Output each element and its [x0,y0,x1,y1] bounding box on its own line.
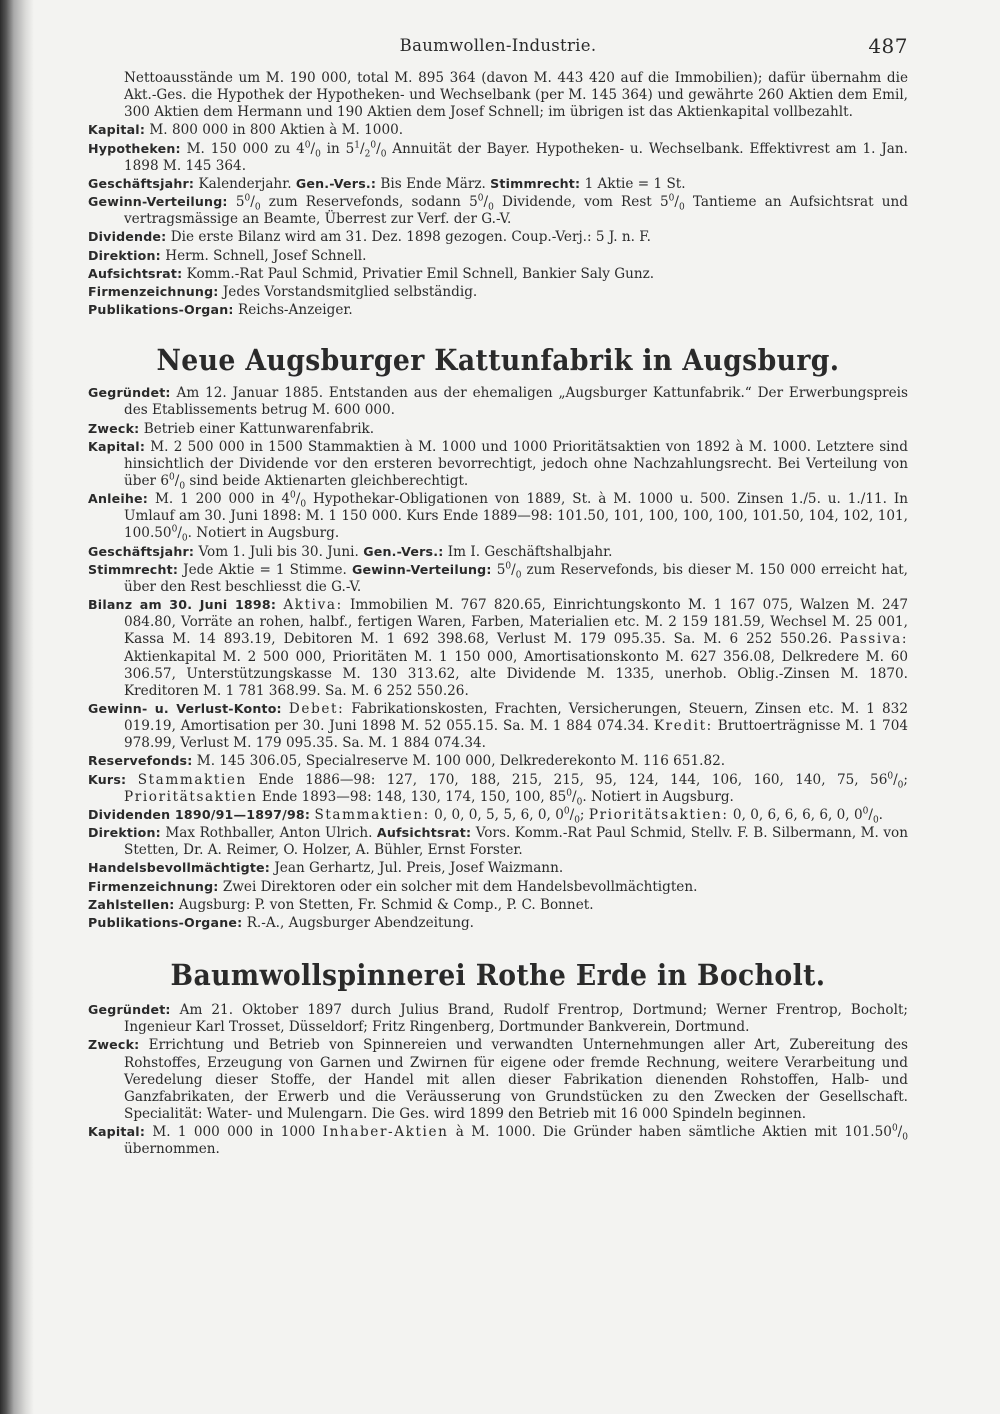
section-neue-augsburger-kattunfabrik [88,384,908,932]
percent-sub: 0 [315,149,321,160]
entry-gewinn-verteilung [88,193,908,228]
entry-label: Geschäftsjahr: [88,543,195,559]
entry-text: M. 1 000 000 in 1000 [145,1124,323,1141]
percent-slash: / [897,1124,903,1141]
entry-text: 5 [491,561,506,578]
period: . [878,806,883,823]
entry-publikations-organe [88,914,908,932]
entry-label: Kurs: [88,771,127,787]
entry-zweck [88,1036,908,1123]
entry-text: 1 Aktie = 1 St. [580,175,686,192]
percent-slash: / [893,771,898,788]
entry-text: Jede Aktie = 1 Stimme. [178,561,347,578]
entry-gewinn-verlust-konto [88,700,908,752]
entry-dividenden [88,806,908,824]
entry-zahlstellen [88,896,908,914]
entry-label: Gewinn-Verteilung: [351,561,492,577]
entry-text: Reichs-Anzeiger. [233,302,353,319]
entry-text: Vors. Komm.-Rat Paul Schmid, Stellv. F. B. Silbermann, M. von Stetten, Dr. A. Reimer, O. Holzer, A. Bühler, Ernst Forster. [124,825,908,859]
entry-text: zum Reservefonds, sodann 5 [260,194,478,211]
entry-zweck [88,420,908,438]
entry-label: Kapital: [88,122,146,138]
entry-label: Aufsichtsrat: [376,825,472,841]
entry-text: Jean Gerhartz, Jul. Preis, Josef Waizmann. [270,860,564,877]
entry-text: Tantieme an Aufsichtsrat und vertragsmässige an Beamte, Überrest zur Verf. der G.-V. [124,194,908,228]
entry-text: Fabrikationskosten, Frachten, Versicherungen, Steuern, Zinsen etc. M. 1 832 019.19, Amortisation per 30. Juni 1898 M. 52 055.15. Sa. M. 1 884 074.34. [124,701,908,735]
running-title: Baumwollen-Industrie. [399,36,597,55]
percent-sup: 0 [304,140,311,151]
entry-label: Publikations-Organe: [88,914,243,930]
aktiva-word: Aktiva: [283,597,343,614]
company-heading: Neue Augsburger Kattunfabrik in Augsburg. [156,343,840,378]
entry-aufsichtsrat [88,265,908,283]
entry-text: Aktienkapital M. 2 500 000, Prioritäten M. 1 150 000, Amortisationskonto M. 627 356.08, Delkredere M. 60 306.57, Unterstützungskasse M. 130 313.62, alte Dividende M. 1335, unerhob. Oblig.-Zinsen M. 1870. Kreditoren M. 1 781 368.99. Sa. M. 6 252 550.26. [124,648,908,699]
section-previous-company [88,70,908,319]
percent-sup: 0 [477,193,484,204]
entry-label: Kapital: [88,438,146,454]
kredit-word: Kredit: [653,718,713,735]
entry-direktion [88,247,908,265]
percent-sub: 0 [574,815,580,826]
percent-sup: 0 [862,806,869,817]
prioritaetsaktien-word: Prioritätsaktien: [588,806,729,823]
entry-hypotheken [88,140,908,175]
entry-direktion [88,824,908,859]
percent-sup: 0 [168,472,175,483]
percent-sup: 0 [290,490,296,501]
entry-reservefonds [88,752,908,770]
entry-text: Herm. Schnell, Josef Schnell. [160,247,367,264]
entry-label: Geschäftsjahr: [88,175,195,191]
entry-label: Direktion: [88,247,161,263]
fraction-num: 1 [354,140,361,151]
entry-text: . Notiert in Augsburg. [582,788,734,805]
entry-text: Max Rothballer, Anton Ulrich. [160,825,373,842]
entry-text: M. 2 500 000 in 1500 Stammaktien à M. 1000 und 1000 Prioritätsaktien von 1892 à M. 1000. Letztere sind hinsichtlich der Dividende vor den ersteren bevorrechtigt, jedoch ohne Nachzahlungsrecht. Bei Verteilung von über 6 [124,438,908,489]
entry-label: Stimmrecht: [88,561,179,577]
entry-text: Dividende, vom Rest 5 [493,194,669,211]
percent-sub: 0 [872,815,879,826]
entry-label: Firmenzeichnung: [88,878,219,894]
percent-sup: 0 [505,561,512,572]
entry-label: Handelsbevollmächtigte: [88,860,271,876]
percent-slash: / [295,491,301,508]
entry-text: M. 800 000 in 800 Aktien à M. 1000. [145,122,404,139]
entry-kapital [88,438,908,490]
fraction-slash: / [360,140,365,157]
entry-label: Gewinn-Verteilung: [88,194,228,210]
entry-publikations-organ [88,301,908,319]
passiva-word: Passiva: [839,631,908,648]
prioritaetsaktien-word: Prioritätsaktien [124,788,258,805]
percent-slash: / [674,194,679,211]
percent-sup: 0 [171,524,178,535]
entry-label: Gen.-Vers.: [295,175,377,191]
stammaktien-word: Stammaktien [137,771,247,788]
percent-sub: 0 [254,202,261,213]
entry-label: Aufsichtsrat: [88,265,183,281]
percent-sub: 0 [300,499,307,510]
book-binding-shadow [0,0,34,1414]
entry-label: Kapital: [88,1124,146,1140]
entry-label: Zweck: [88,1037,140,1053]
entry-text: in 5 [320,140,355,157]
entry-text: R.-A., Augsburger Abendzeitung. [242,914,474,931]
entry-firmenzeichnung [88,283,908,301]
percent-sub: 0 [380,149,387,160]
entry-label: Reservefonds: [88,753,193,769]
percent-sub: 0 [181,534,188,545]
entry-text: 0, 0, 6, 6, 6, 6, 0, 0 [728,806,863,823]
entry-text: Ende 1893—98: 148, 130, 174, 150, 100, 85 [257,788,567,805]
percent-sup: 0 [566,788,573,799]
entry-text: Nettoausstände um M. 190 000, total M. 895 364 (davon M. 443 420 auf die Immobilien); dafür übernahm die Akt.-Ges. die Hypothek der Hypotheken- und Wechselbank (per M. 145 364) und gewährte 260 Aktien dem Emil, 300 Aktien dem Hermann und 190 Aktien dem Josef Schnell; im übrigen ist das Aktienkapital vollbezahlt. [124,70,908,121]
entry-text: Komm.-Rat Paul Schmid, Privatier Emil Schnell, Bankier Saly Gunz. [182,265,655,282]
entry-kapital [88,1123,908,1158]
entry-geschaeftsjahr [88,543,908,561]
percent-slash: / [376,140,381,157]
entry-text: übernommen. [124,1141,220,1158]
entry-gegruendet [88,1001,908,1036]
running-head [88,36,908,70]
percent-sup: 0 [887,771,894,782]
entry-text: Bis Ende März. [376,175,486,192]
entry-text: ; [903,771,908,788]
percent-sub: 0 [179,481,186,492]
percent-sub: 0 [515,570,522,581]
entry-text: Im I. Geschäftshalbjahr. [443,543,613,560]
entry-text: Ende 1886—98: 127, 170, 188, 215, 215, 95, 124, 144, 106, 160, 140, 75, 56 [246,771,888,788]
entry-text: Betrieb einer Kattunwarenfabrik. [139,420,375,437]
entry-stimmrecht [88,561,908,596]
entry-text: Am 12. Januar 1885. Entstanden aus der ehemaligen „Augsburger Kattunfabrik.“ Der Erwerbungspreis des Etablissements betrug M. 600 000. [124,385,908,419]
section-baumwollspinnerei-rothe-erde [88,1001,908,1158]
percent-sup: 0 [668,193,675,204]
entry-text: Am 21. Oktober 1897 durch Julius Brand, Rudolf Frentrop, Dortmund; Werner Frentrop, Bocholt; Ingenieur Karl Trosset, Düsseldorf; Fritz Ringenberg, Dortmunder Bankverein, Dortmund. [124,1002,908,1036]
stammaktien-word: Stammaktien: [314,806,430,823]
percent-sub: 0 [897,780,904,791]
entry-firmenzeichnung [88,878,908,896]
entry-label: Anleihe: [88,491,149,507]
entry-label: Dividenden 1890/91—1897/98: [88,806,311,822]
entry-label: Hypotheken: [88,140,181,156]
entry-label: Stimmrecht: [490,175,581,191]
percent-slash: / [572,788,577,805]
entry-text: Errichtung und Betrieb von Spinnereien und verwandten Unternehmungen aller Art, Zubereitung des Rohstoffes, Erzeugung von Garnen und Zwirnen für eigene oder fremde Rechnung, weitere Verarbeitung und Veredelung dieser Stoffe, der Handel mit allen dieser Fabrikation dienenden Rohstoffen, Halb- und Ganzfabrikaten, der Erwerb und die Veräusserung von Grundstücken zu den Zwecken der Gesellschaft. Specialität: Water- und Mulengarn. Die Ges. wird 1899 den Betrieb mit 16 000 Spindeln beginnen. [124,1037,908,1122]
percent-sub: 0 [902,1132,908,1143]
entry-label: Gegründet: [88,1002,171,1018]
percent-sup: 0 [370,140,377,151]
percent-slash: / [483,194,489,211]
entry-text: Zwei Direktoren oder ein solcher mit dem Handelsbevollmächtigten. [218,878,698,895]
percent-sup: 0 [563,806,570,817]
entry-text: Augsburg: P. von Stetten, Fr. Schmid & Comp., P. C. Bonnet. [174,896,594,913]
entry-bilanz [88,596,908,700]
entry-anleihe [88,490,908,545]
entry-text: à M. 1000. Die Gründer haben sämtliche Aktien mit 101.50 [448,1124,892,1141]
percent-slash: / [569,806,575,823]
entry-handelsbevollmaechtigte [88,859,908,877]
entry-label: Gegründet: [88,385,171,401]
percent-slash: / [868,806,873,823]
inhaber-aktien-word: Inhaber-Aktien [322,1124,449,1141]
page-number: 487 [868,34,908,58]
percent-slash: / [250,194,255,211]
entry-text: 0, 0, 0, 5, 5, 6, 0, 0 [429,806,564,823]
entry-text: M. 150 000 zu 4 [180,140,305,157]
entry-label: Zahlstellen: [88,896,175,912]
entry-text: zum Reservefonds, bis dieser M. 150 000 erreicht hat, über den Rest beschliesst die G.-V. [124,561,908,595]
entry-text: Immobilien M. 767 820.65, Einrichtungskonto M. 1 167 075, Walzen M. 247 084.80, Vorräte an rohen, halbf., fertigen Waren, Farben, Materialien etc. M. 2 159 181.59, Wechsel M. 25 001, Kassa M. 14 893.19, Debitoren M. 1 692 398.68, Verlust M. 179 095.35. Sa. M. 6 252 550.26. [124,597,908,648]
entry-text: Die erste Bilanz wird am 31. Dez. 1898 gezogen. Coup.-Verj.: 5 J. n. F. [166,229,651,246]
entry-gegruendet [88,384,908,419]
percent-sub: 0 [488,202,494,213]
fraction-den: 2 [364,149,371,160]
entry-text: Hypothekar-Obligationen von 1889, St. à M. 1000 u. 500. Zinsen 1./5. u. 1./11. In Umlauf am 30. Juni 1898: M. 1 150 000. Kurs Ende 1889—98: 101.50, 101, 100, 100, 100, 101.50, 104, 102, 101, 100.50 [124,491,908,542]
percent-slash: / [310,140,316,157]
percent-slash: / [174,472,180,489]
entry-label: Bilanz am 30. Juni 1898: [88,597,277,613]
entry-text: sind beide Aktienarten gleichberechtigt. [185,472,469,489]
entry-text: Annuität der Bayer. Hypotheken- u. Wechselbank. Effektivrest am 1. Jan. 1898 M. 145 364. [124,140,908,174]
entry-label: Gewinn- u. Verlust-Konto: [88,701,282,716]
entry-geschaeftsjahr [88,175,908,193]
entry-text: Vom 1. Juli bis 30. Juni. [194,543,359,560]
entry-label: Firmenzeichnung: [88,283,219,299]
page [88,36,908,1158]
percent-sup: 0 [891,1123,898,1134]
entry-text: 5 [227,194,245,211]
entry-text: Jedes Vorstandsmitglied selbständig. [218,283,478,300]
entry-text: M. 145 306.05, Specialreserve M. 100 000, Delkrederekonto M. 116 651.82. [192,753,726,770]
percent-sub: 0 [576,797,583,808]
percent-slash: / [177,525,182,542]
entry-label: Publikations-Organ: [88,302,234,318]
entry-label: Direktion: [88,825,161,841]
percent-sup: 0 [244,193,251,204]
company-heading: Baumwollspinnerei Rothe Erde in Bocholt. [170,958,826,993]
entry-text: Bruttoerträgnisse M. 1 704 978.99, Verlust M. 179 095.35. Sa. M. 1 884 074.34. [124,718,908,752]
entry-label: Zweck: [88,420,140,436]
entry-label: Gen.-Vers.: [363,543,444,559]
percent-sub: 0 [678,202,685,213]
entry-label: Dividende: [88,229,167,245]
entry-intro [88,70,908,121]
entry-kapital [88,121,908,139]
entry-text: M. 1 200 000 in 4 [148,491,291,508]
entry-text: Kalenderjahr. [194,175,292,192]
percent-slash: / [511,561,516,578]
entry-text: . Notiert in Augsburg. [187,525,340,542]
entry-kurs [88,771,908,806]
entry-text: ; [579,806,589,823]
entry-dividende [88,228,908,246]
debet-word: Debet: [288,701,345,717]
